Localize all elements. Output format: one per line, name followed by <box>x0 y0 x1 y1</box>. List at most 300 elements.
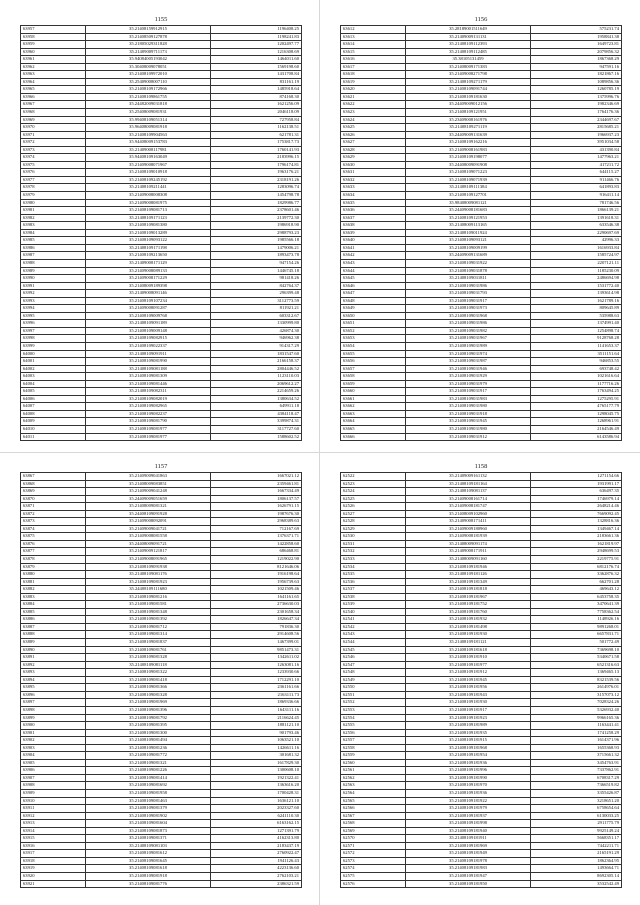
point-id-cell: 62535 <box>341 571 406 579</box>
point-id-cell: 63988 <box>21 259 86 267</box>
easting-cell: 6812176.74 <box>531 563 622 571</box>
table-row <box>21 706 302 714</box>
easting-cell: 1614371.96 <box>531 737 622 745</box>
northing-cell: 35.21408109031973 <box>406 305 531 313</box>
northing-cell: 35.21408109031986 <box>406 282 531 290</box>
easting-cell: 1667021.12 <box>211 473 302 481</box>
northing-cell: 35.21408109081300 <box>86 729 211 737</box>
table-row <box>341 244 622 252</box>
easting-cell: 1621789.16 <box>531 297 622 305</box>
easting-cell: 7337862.91 <box>531 767 622 775</box>
easting-cell: 1760141.93 <box>211 146 302 154</box>
table-row <box>21 109 302 117</box>
northing-cell: 35.21409008081558 <box>86 533 211 541</box>
northing-cell: 35.21408109121953 <box>406 214 531 222</box>
northing-cell: 35.21408109181990 <box>406 774 531 782</box>
easting-cell: 1829986.77 <box>211 199 302 207</box>
table-row <box>341 365 622 373</box>
point-id-cell: 62527 <box>341 510 406 518</box>
easting-cell: 7369698.10 <box>531 646 622 654</box>
point-id-cell: 63912 <box>21 812 86 820</box>
northing-cell: 35.21408009189398 <box>86 282 211 290</box>
northing-cell: 35.21408109081314 <box>86 631 211 639</box>
table-row <box>341 78 622 86</box>
point-id-cell: 63652 <box>341 327 406 335</box>
point-id-cell: 63899 <box>21 714 86 722</box>
easting-cell: 1263081.16 <box>211 661 302 669</box>
easting-cell: 1375996.76 <box>531 93 622 101</box>
table-row <box>21 275 302 283</box>
table-row <box>21 473 302 481</box>
table-row <box>341 880 622 888</box>
document-page <box>340 463 622 888</box>
table-row <box>21 578 302 586</box>
point-id-cell: 63989 <box>21 267 86 275</box>
point-id-cell: 63985 <box>21 237 86 245</box>
point-id-cell: 63987 <box>21 252 86 260</box>
northing-cell: 35.21409008171911 <box>406 548 531 556</box>
easting-cell: 1202497.77 <box>211 41 302 49</box>
easting-cell: 2486694.98 <box>531 275 622 283</box>
easting-cell: 7758362.54 <box>531 608 622 616</box>
point-id-cell: 63975 <box>21 161 86 169</box>
table-row <box>21 737 302 745</box>
table-row <box>341 623 622 631</box>
northing-cell: 35.21408109081371 <box>86 835 211 843</box>
point-id-cell: 63637 <box>341 214 406 222</box>
point-id-cell: 64000 <box>21 350 86 358</box>
table-row <box>341 63 622 71</box>
easting-cell: 1198241.83 <box>211 33 302 41</box>
easting-cell: 2318191.26 <box>211 176 302 184</box>
northing-cell: 35.21408109181968 <box>406 744 531 752</box>
table-row <box>21 139 302 147</box>
easting-cell: 3112773.59 <box>211 297 302 305</box>
northing-cell: 35.21408009083851 <box>86 480 211 488</box>
easting-cell: 621781.31 <box>211 131 302 139</box>
point-id-cell: 63619 <box>341 78 406 86</box>
northing-cell: 35.21408109031974 <box>406 350 531 358</box>
point-id-cell: 63904 <box>21 752 86 760</box>
coordinates-table <box>20 25 302 441</box>
point-id-cell: 63888 <box>21 631 86 639</box>
table-row <box>341 857 622 865</box>
table-row <box>21 759 302 767</box>
table-row <box>341 93 622 101</box>
easting-cell: 3117727.60 <box>211 425 302 433</box>
point-id-cell: 63631 <box>341 169 406 177</box>
point-id-cell: 63991 <box>21 282 86 290</box>
easting-cell: 1866139.21 <box>531 207 622 215</box>
point-id-cell: 63643 <box>341 259 406 267</box>
northing-cell: 35.21408109081392 <box>86 616 211 624</box>
northing-cell: 35.21408109081188 <box>86 365 211 373</box>
point-id-cell: 63889 <box>21 639 86 647</box>
point-id-cell: 63916 <box>21 842 86 850</box>
point-id-cell: 63883 <box>21 593 86 601</box>
northing-cell: 35.21408109081761 <box>86 646 211 654</box>
point-id-cell: 63896 <box>21 691 86 699</box>
table-row <box>21 601 302 609</box>
easting-cell: 1374991.40 <box>531 320 622 328</box>
northing-cell: 35.24408109091928 <box>86 510 211 518</box>
northing-cell: 35.21408109031878 <box>406 267 531 275</box>
table-row <box>21 342 302 350</box>
table-row <box>21 169 302 177</box>
easting-cell: 4223136.60 <box>211 865 302 873</box>
easting-cell: 9851473.31 <box>211 646 302 654</box>
point-id-cell: 63977 <box>21 176 86 184</box>
easting-cell: 1667334.49 <box>211 488 302 496</box>
point-id-cell: 63898 <box>21 706 86 714</box>
point-id-cell: 64001 <box>21 358 86 366</box>
northing-cell: 35.21408109009768 <box>86 312 211 320</box>
northing-cell: 35.21408109081772 <box>86 752 211 760</box>
easting-cell: 1806137.57 <box>211 495 302 503</box>
easting-cell: 3355426.87 <box>531 789 622 797</box>
table-row <box>341 305 622 313</box>
table-row <box>341 184 622 192</box>
table-row <box>341 342 622 350</box>
northing-cell: 35.21408109082237 <box>86 410 211 418</box>
table-row <box>341 533 622 541</box>
table-row <box>341 109 622 117</box>
point-id-cell: 62523 <box>341 480 406 488</box>
table-row <box>341 835 622 843</box>
point-id-cell: 62572 <box>341 850 406 858</box>
table-row <box>21 101 302 109</box>
northing-cell: 35.21408109271119 <box>406 124 531 132</box>
table-row <box>341 540 622 548</box>
easting-cell: 6241110.30 <box>211 812 302 820</box>
easting-cell: 947154.26 <box>211 259 302 267</box>
northing-cell: 35.21408109213650 <box>86 252 211 260</box>
northing-cell: 35.21408109081366 <box>86 684 211 692</box>
northing-cell: 35.21408109081581 <box>86 601 211 609</box>
point-id-cell: 63632 <box>341 176 406 184</box>
easting-cell: 693748.42 <box>531 365 622 373</box>
northing-cell: 35.21408109181967 <box>406 593 531 601</box>
table-row <box>341 661 622 669</box>
table-row <box>21 395 302 403</box>
point-id-cell: 63905 <box>21 759 86 767</box>
point-id-cell: 62538 <box>341 593 406 601</box>
table-row <box>341 192 622 200</box>
point-id-cell: 63903 <box>21 744 86 752</box>
easting-cell: 831161.19 <box>211 78 302 86</box>
northing-cell: 35.21408109081713 <box>86 207 211 215</box>
point-id-cell: 63897 <box>21 699 86 707</box>
easting-cell: 6163162.15 <box>211 820 302 828</box>
table-row <box>341 290 622 298</box>
easting-cell: 2139772.30 <box>211 214 302 222</box>
point-id-cell: 63664 <box>341 418 406 426</box>
table-row <box>341 495 622 503</box>
point-id-cell: 62525 <box>341 495 406 503</box>
easting-cell: 9891268.01 <box>531 623 622 631</box>
easting-cell: 1621256.09 <box>211 101 302 109</box>
point-id-cell: 63868 <box>21 480 86 488</box>
table-row <box>21 518 302 526</box>
table-row <box>341 207 622 215</box>
point-id-cell: 62554 <box>341 714 406 722</box>
point-id-cell: 63994 <box>21 305 86 313</box>
northing-cell: 35.21408109181979 <box>406 805 531 813</box>
easting-cell: 1746979.14 <box>531 495 622 503</box>
easting-cell: 1831547.60 <box>211 350 302 358</box>
coordinates-table <box>340 472 622 888</box>
point-id-cell: 62576 <box>341 880 406 888</box>
northing-cell: 35.21408109031946 <box>406 365 531 373</box>
table-row <box>341 820 622 828</box>
table-row <box>21 26 302 34</box>
point-id-cell: 63662 <box>341 403 406 411</box>
point-id-cell: 63629 <box>341 154 406 162</box>
point-id-cell: 63651 <box>341 320 406 328</box>
point-id-cell: 62533 <box>341 556 406 564</box>
northing-cell: 35.21409009131131 <box>406 33 531 41</box>
easting-cell: 3470641.39 <box>531 601 622 609</box>
table-row <box>21 252 302 260</box>
table-row <box>21 184 302 192</box>
easting-cell: 1941126.43 <box>211 857 302 865</box>
table-row <box>341 608 622 616</box>
northing-cell: 35.21408109081990 <box>86 358 211 366</box>
point-id-cell: 62537 <box>341 586 406 594</box>
northing-cell: 35.21408109081380 <box>86 222 211 230</box>
northing-cell: 35.21408109181940 <box>406 827 531 835</box>
table-row <box>341 169 622 177</box>
table-row <box>21 63 302 71</box>
northing-cell: 35.21408109010918 <box>86 169 211 177</box>
easting-cell: 2046118.09 <box>211 109 302 117</box>
northing-cell: 35.21408109181618 <box>406 646 531 654</box>
table-row <box>21 789 302 797</box>
table-row <box>341 267 622 275</box>
table-row <box>341 358 622 366</box>
easting-cell: 3532542.49 <box>531 880 622 888</box>
northing-cell: 35.21408109181969 <box>406 842 531 850</box>
table-row <box>21 403 302 411</box>
point-id-cell: 62541 <box>341 616 406 624</box>
table-row <box>21 623 302 631</box>
point-id-cell: 62549 <box>341 676 406 684</box>
point-id-cell: 63997 <box>21 327 86 335</box>
point-id-cell: 62552 <box>341 699 406 707</box>
point-id-cell: 62574 <box>341 865 406 873</box>
easting-cell: 575231.74 <box>531 26 622 34</box>
easting-cell: 1712291.10 <box>211 676 302 684</box>
easting-cell: 686468.81 <box>211 548 302 556</box>
table-row <box>341 865 622 873</box>
northing-cell: 35.21408109081604 <box>86 820 211 828</box>
point-id-cell: 63645 <box>341 275 406 283</box>
northing-cell: 35.21408109091189 <box>86 320 211 328</box>
easting-cell: 1376371.71 <box>211 533 302 541</box>
northing-cell: 35.21408009113165 <box>406 222 531 230</box>
northing-cell: 35.21408109009199 <box>406 244 531 252</box>
table-row <box>21 488 302 496</box>
northing-cell: 35.21408109081414 <box>86 774 211 782</box>
easting-cell: 1585724.97 <box>531 252 622 260</box>
point-id-cell: 63917 <box>21 850 86 858</box>
table-row <box>21 116 302 124</box>
northing-cell: 35.21408109031986 <box>406 320 531 328</box>
point-id-cell: 63616 <box>341 56 406 64</box>
table-row <box>21 214 302 222</box>
easting-cell: 946962.38 <box>211 335 302 343</box>
northing-cell: 35.21408109031811 <box>406 275 531 283</box>
northing-cell: 35.21408109081918 <box>86 872 211 880</box>
northing-cell: 35.24409008181683 <box>406 207 531 215</box>
point-id-cell: 62530 <box>341 533 406 541</box>
point-id-cell: 62540 <box>341 608 406 616</box>
table-row <box>341 510 622 518</box>
northing-cell: 35.21408109031945 <box>406 418 531 426</box>
point-id-cell: 63874 <box>21 525 86 533</box>
point-id-cell: 62556 <box>341 729 406 737</box>
table-row <box>21 820 302 828</box>
point-id-cell: 62557 <box>341 737 406 745</box>
table-row <box>21 237 302 245</box>
point-id-cell: 63957 <box>21 26 86 34</box>
point-id-cell: 63980 <box>21 199 86 207</box>
point-id-cell: 63973 <box>21 146 86 154</box>
northing-cell: 35.21408109031912 <box>406 433 531 441</box>
northing-cell: 35.21408109081176 <box>86 571 211 579</box>
easting-cell: 2988793.23 <box>211 229 302 237</box>
table-row <box>341 56 622 64</box>
point-id-cell: 62547 <box>341 661 406 669</box>
easting-cell: 4765177.79 <box>531 403 622 411</box>
easting-cell: 3454763.91 <box>531 759 622 767</box>
northing-cell: 35.24408109111680 <box>86 586 211 594</box>
northing-cell: 35.21408109171198 <box>86 244 211 252</box>
easting-cell: 1467399.01 <box>211 639 302 647</box>
easting-cell: 1643111.16 <box>211 706 302 714</box>
northing-cell: 35.21408109031918 <box>406 410 531 418</box>
point-id-cell: 63972 <box>21 139 86 147</box>
easting-cell: 2914608.56 <box>211 631 302 639</box>
northing-cell: 35.21408109031967 <box>406 335 531 343</box>
northing-cell: 35.21409008008308 <box>86 192 211 200</box>
table-row <box>21 503 302 511</box>
northing-cell: 35.21408109081463 <box>86 797 211 805</box>
easting-cell: 1162138.51 <box>211 124 302 132</box>
northing-cell: 35.21408109181922 <box>406 797 531 805</box>
easting-cell: 3951034.58 <box>531 139 622 147</box>
point-id-cell: 63618 <box>341 71 406 79</box>
northing-cell: 35.21409008089133 <box>86 267 211 275</box>
easting-cell: 1431708.84 <box>211 71 302 79</box>
point-id-cell: 62567 <box>341 812 406 820</box>
point-id-cell: 62546 <box>341 654 406 662</box>
northing-cell: 35.21408109081692 <box>86 782 211 790</box>
northing-cell: 35.21409009121817 <box>86 548 211 556</box>
northing-cell: 35.21408109181989 <box>406 722 531 730</box>
easting-cell: 2290697.69 <box>531 229 622 237</box>
easting-cell: 1393614.98 <box>531 290 622 298</box>
northing-cell: 35.21409009161132 <box>406 473 531 481</box>
northing-cell: 35.24409009131689 <box>406 252 531 260</box>
point-id-cell: 62561 <box>341 767 406 775</box>
northing-cell: 35.21408109031989 <box>406 342 531 350</box>
table-row <box>21 267 302 275</box>
easting-cell: 8321539.56 <box>531 676 622 684</box>
table-row <box>341 774 622 782</box>
point-id-cell: 63999 <box>21 342 86 350</box>
northing-cell: 35.21408109031980 <box>406 425 531 433</box>
table-row <box>21 563 302 571</box>
easting-cell: 3362876.32 <box>531 571 622 579</box>
point-id-cell: 63909 <box>21 789 86 797</box>
point-id-cell: 63614 <box>341 41 406 49</box>
northing-cell: 35.21408109181923 <box>406 714 531 722</box>
northing-cell: 35.21408109081348 <box>86 608 211 616</box>
table-row <box>341 706 622 714</box>
northing-cell: 35.21408109181943 <box>406 691 531 699</box>
easting-cell: 1330999.80 <box>211 320 302 328</box>
table-row <box>21 244 302 252</box>
northing-cell: 35.21408109112393 <box>406 41 531 49</box>
point-id-cell: 63921 <box>21 880 86 888</box>
easting-cell: 1616933.84 <box>531 244 622 252</box>
northing-cell: 35.21408109112485 <box>406 48 531 56</box>
northing-cell: 35.21408109181937 <box>406 812 531 820</box>
table-row <box>341 714 622 722</box>
northing-cell: 35.21408109181998 <box>406 820 531 828</box>
easting-cell: 2760922.47 <box>211 850 302 858</box>
easting-cell: 2165191.29 <box>531 850 622 858</box>
northing-cell: 35.21408109093121 <box>406 237 531 245</box>
point-id-cell: 63913 <box>21 820 86 828</box>
table-row <box>341 518 622 526</box>
point-id-cell: 63638 <box>341 222 406 230</box>
easting-cell: 981418.26 <box>211 275 302 283</box>
easting-cell: 842764.37 <box>211 282 302 290</box>
point-id-cell: 63615 <box>341 48 406 56</box>
easting-cell: 1982346.69 <box>531 101 622 109</box>
northing-cell: 35.21408109181983 <box>406 865 531 873</box>
table-row <box>21 418 302 426</box>
easting-cell: 4384118.47 <box>211 410 302 418</box>
easting-cell: 2968389.63 <box>211 518 302 526</box>
northing-cell: 35.21408109181917 <box>406 706 531 714</box>
point-id-cell: 63882 <box>21 586 86 594</box>
northing-cell: 35.21409008091965 <box>86 556 211 564</box>
point-id-cell: 63628 <box>341 146 406 154</box>
northing-cell: 35.21409009711173 <box>86 48 211 56</box>
point-id-cell: 62565 <box>341 797 406 805</box>
table-row <box>21 290 302 298</box>
point-id-cell: 63986 <box>21 244 86 252</box>
point-id-cell: 62560 <box>341 759 406 767</box>
table-row <box>341 116 622 124</box>
northing-cell: 35.21408109181996 <box>406 767 531 775</box>
northing-cell: 35.21408109082311 <box>86 388 211 396</box>
northing-cell: 35.21408109172966 <box>86 86 211 94</box>
easting-cell: 1881121.10 <box>211 722 302 730</box>
northing-cell: 35.21408109081712 <box>86 623 211 631</box>
point-id-cell: 64005 <box>21 388 86 396</box>
northing-cell: 35.21805029311828 <box>86 41 211 49</box>
point-id-cell: 62522 <box>341 473 406 481</box>
point-id-cell: 63914 <box>21 827 86 835</box>
point-id-cell: 63895 <box>21 684 86 692</box>
table-row <box>341 86 622 94</box>
easting-cell: 1493664.71 <box>531 865 622 873</box>
easting-cell: 1485918.64 <box>211 86 302 94</box>
